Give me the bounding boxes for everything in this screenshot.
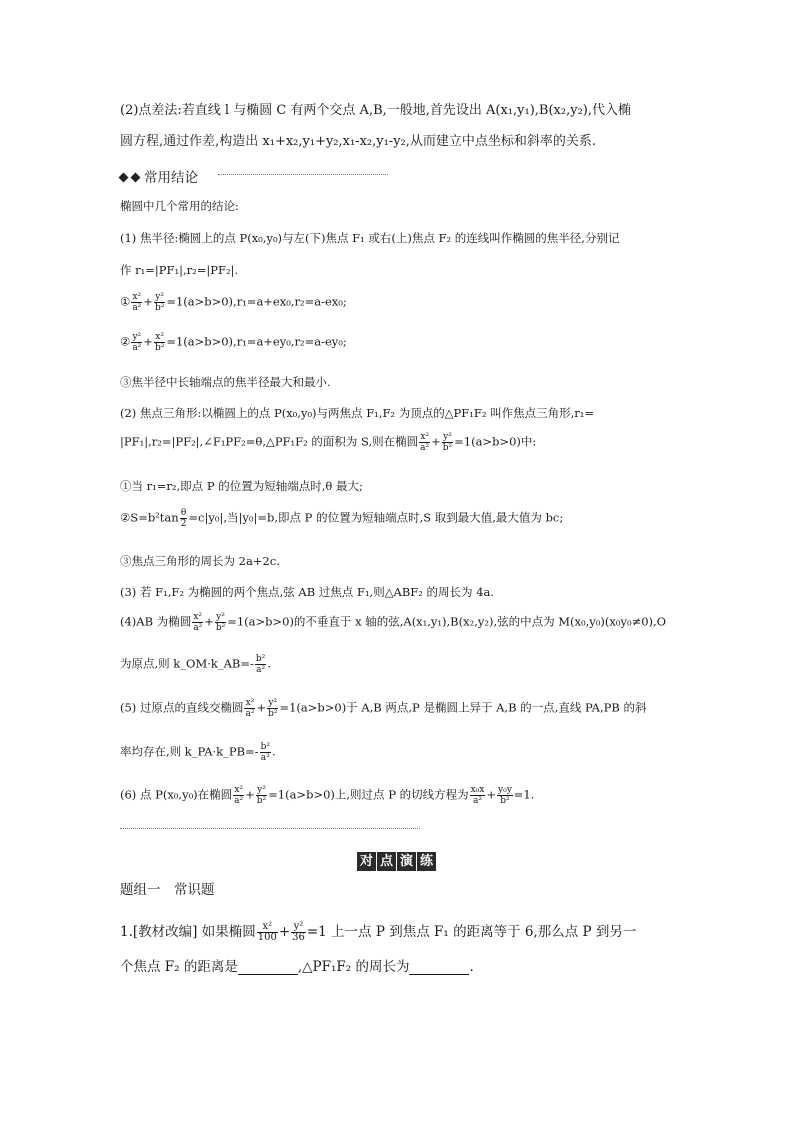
answer-blank-2[interactable] — [409, 958, 469, 975]
c2-line-2: |PF₁|,r₂=|PF₂|,∠F₁PF₂=θ,△PF₁F₂ 的面积为 S,则在椭圆 $\frac{\text{x²}}{\text{a²}}$ + $\frac{\text{y²}}{\text{b²}}$ =1(a>b>0)中: — [120, 432, 537, 453]
fraction: $\frac{\text{x₀x}}{\text{a²}}$ — [470, 785, 485, 806]
answer-blank-1[interactable] — [238, 958, 298, 975]
c2-item-1: ①当 r₁=r₂,即点 P 的位置为短轴端点时,θ 最大; — [120, 479, 363, 493]
badge-char: 演 — [397, 852, 416, 871]
c4-line-1: (4)AB 为椭圆 $\frac{\text{x²}}{\text{a²}}$ + $\frac{\text{y²}}{\text{b²}}$ =1(a>b>0)的不垂直于 x 轴的弦,A(x₁,y₁),B(x₂,y₂),弦的中点为 M(x₀,y₀)(x₀y₀≠0),O — [120, 612, 667, 633]
c5-line-1: (5) 过原点的直线交椭圆 $\frac{\text{x²}}{\text{a²}}$ + $\frac{\text{y²}}{\text{b²}}$ =1(a>b>0)于 A,B 两点,P 是椭圆上异于 A,B 的一点,直线 PA,PB 的斜 — [120, 698, 647, 719]
practice-badge — [357, 852, 436, 871]
fraction: $\frac{\text{y²}}{\text{b²}}$ — [442, 432, 453, 453]
header-divider — [218, 174, 388, 175]
fraction: $\frac{\text{x²}}{\text{a²}}$ — [234, 785, 244, 806]
c3-line: (3) 若 F₁,F₂ 为椭圆的两个焦点,弦 AB 过焦点 F₁,则△ABF₂ 的周长为 4a. — [120, 585, 495, 599]
c1-item-2: ② $\frac{\text{y²}}{\text{a²}}$ + $\frac{\text{x²}}{\text{b²}}$ =1(a>b>0),r₁=a+ey₀,r₂=a-ey₀; — [120, 332, 347, 353]
c2-item-3: ③焦点三角形的周长为 2a+2c. — [120, 554, 280, 568]
group-title: 题组一 常识题 — [120, 882, 215, 898]
fraction: $\frac{\text{y²}}{36}$ — [292, 921, 305, 943]
item-marker: ② — [120, 334, 131, 349]
c4-line-2: 为原点,则 k_OM·k_AB=- $\frac{\text{b²}}{\text{a²}}$ . — [120, 654, 271, 675]
fraction: $\frac{\theta}{2}$ — [180, 508, 187, 529]
diamond-icon — [119, 173, 129, 183]
diamond-icon — [131, 173, 141, 183]
badge-char: 对 — [357, 852, 376, 871]
q1-line-1: 1.[教材改编] 如果椭圆 $\frac{\text{x²}}{100}$ + $\frac{\text{y²}}{36}$ =1 上一点 P 到焦点 F₁ 的距离等于 6,那么点 P 到另一 — [120, 921, 637, 943]
c6-line: (6) 点 P(x₀,y₀)在椭圆 $\frac{\text{x²}}{\text{a²}}$ + $\frac{\text{y²}}{\text{b²}}$ =1(a>b>0)上,则过点 P 的切线方程为 $\frac{\text{x₀x}}{\text{a²}}$ + $\frac{\text{y₀y}}{\text{b²}}$ =1. — [120, 785, 535, 806]
fraction: $\frac{\text{x²}}{\text{b²}}$ — [154, 332, 165, 353]
fraction: $\frac{\text{b²}}{\text{a²}}$ — [255, 654, 266, 675]
fraction: $\frac{\text{y²}}{\text{b²}}$ — [154, 292, 165, 313]
fraction: $\frac{\text{x²}}{100}$ — [257, 921, 277, 943]
c1-line-1: (1) 焦半径:椭圆上的点 P(x₀,y₀)与左(下)焦点 F₁ 或右(上)焦点 F₂ 的连线叫作椭圆的焦半径,分别记 — [120, 231, 620, 245]
common-conclusions-header — [120, 166, 198, 186]
fraction: $\frac{\text{x²}}{\text{a²}}$ — [193, 612, 203, 633]
fraction: $\frac{\text{x²}}{\text{a²}}$ — [420, 432, 430, 453]
intro-line: 椭圆中几个常用的结论: — [120, 199, 239, 213]
fraction: $\frac{\text{y²}}{\text{b²}}$ — [256, 785, 267, 806]
c1-item-3: ③焦半径中长轴端点的焦半径最大和最小. — [120, 375, 331, 389]
c1-item-1: ① $\frac{\text{x²}}{\text{a²}}$ + $\frac{\text{y²}}{\text{b²}}$ =1(a>b>0),r₁=a+ex₀,r₂=a-ex₀; — [120, 292, 347, 313]
c5-line-2: 率均存在,则 k_PA·k_PB=- $\frac{\text{b²}}{\text{a²}}$ . — [120, 742, 276, 763]
section-divider — [120, 828, 420, 829]
c2-item-2: ②S=b²tan $\frac{\theta}{2}$ =c|y₀|,当|y₀|=b,即点 P 的位置为短轴端点时,S 取到最大值,最大值为 bc; — [120, 508, 564, 529]
badge-char: 练 — [417, 852, 436, 871]
fraction: $\frac{\text{b²}}{\text{a²}}$ — [260, 742, 270, 763]
fraction: $\frac{\text{y²}}{\text{a²}}$ — [132, 332, 142, 353]
fraction: $\frac{\text{y₀y}}{\text{b²}}$ — [498, 785, 512, 806]
item-marker: ① — [120, 294, 131, 309]
header-title: 常用结论 — [144, 170, 198, 186]
fraction: $\frac{\text{y²}}{\text{b²}}$ — [268, 698, 278, 719]
badge-char: 点 — [377, 852, 396, 871]
method-line-1: (2)点差法:若直线 l 与椭圆 C 有两个交点 A,B,一般地,首先设出 A(x₁,y₁),B(x₂,y₂),代入椭 — [120, 103, 631, 118]
fraction: $\frac{\text{x²}}{\text{a²}}$ — [245, 698, 255, 719]
fraction: $\frac{\text{x²}}{\text{a²}}$ — [132, 292, 142, 313]
method-line-2: 圆方程,通过作差,构造出 x₁+x₂,y₁+y₂,x₁-x₂,y₁-y₂,从而建立中点坐标和斜率的关系. — [120, 134, 597, 149]
fraction: $\frac{\text{y²}}{\text{b²}}$ — [215, 612, 226, 633]
q1-line-2: 个焦点 F₂ 的距离是 ,△PF₁F₂ 的周长为 . — [120, 959, 474, 975]
c2-line-1: (2) 焦点三角形:以椭圆上的点 P(x₀,y₀)与两焦点 F₁,F₂ 为顶点的△PF₁F₂ 叫作焦点三角形,r₁= — [120, 406, 595, 420]
c1-line-2: 作 r₁=|PF₁|,r₂=|PF₂|. — [120, 263, 239, 277]
